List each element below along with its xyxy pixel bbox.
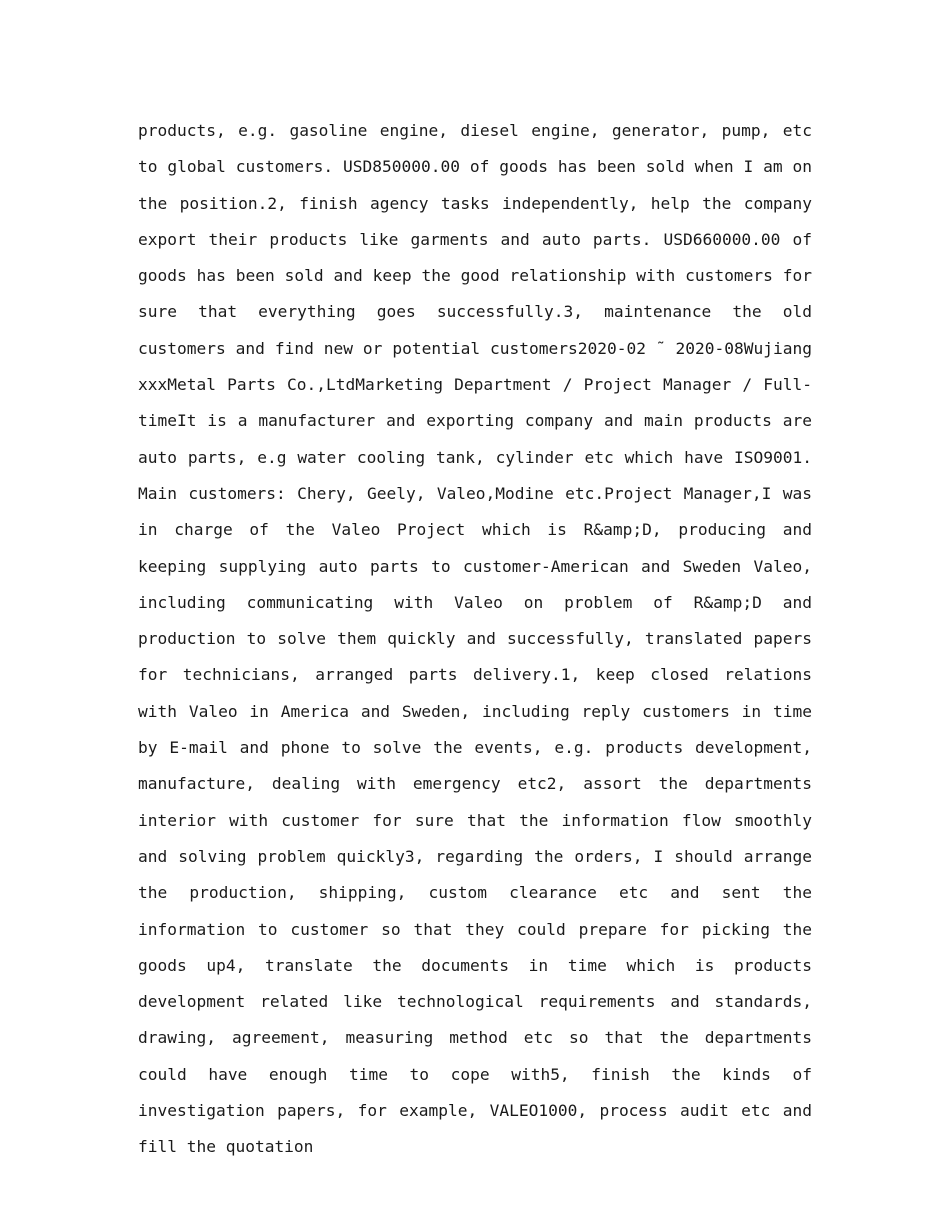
body-paragraph: products, e.g. gasoline engine, diesel engine, generator, pump, etc to global customers. USD850000.00 of goods has been sold when I am on the position.2, finish agency tasks independently, help the company export their products like garments and auto parts. USD660000.00 of goods has been sold and keep the good relationship with customers for sure that everything goes successfully.3, maintenance the old customers and find new or potential customers2020-02 ˜ 2020-08Wujiang xxxMetal Parts Co.,LtdMarketing Department / Project Manager / Full-timeIt is a manufacturer and exporting company and main products are auto parts, e.g water cooling tank, cylinder etc which have ISO9001. Main customers: Chery, Geely, Valeo,Modine etc.Project Manager,I was in charge of the Valeo Project which is R&amp;D, producing and keeping supplying auto parts to customer-American and Sweden Valeo, including communicating with Valeo on problem of R&amp;D and production to solve them quickly and successfully, translated papers for technicians, arranged parts delivery.1, keep closed relations with Valeo in America and Sweden, including reply customers in time by E-mail and phone to solve the events, e.g. products development, manufacture, dealing with emergency etc2, assort the departments interior with customer for sure that the information flow smoothly and solving problem quickly3, regarding the orders, I should arrange the production, shipping, custom clearance etc and sent the information to customer so that they could prepare for picking the goods up4, translate the documents in time which is products development related like technological requirements and standards, drawing, agreement, measuring method etc so that the departments could have enough time to cope with5, finish the kinds of investigation papers, for example, VALEO1000, process audit etc and fill the quotation: [138, 121, 812, 1157]
